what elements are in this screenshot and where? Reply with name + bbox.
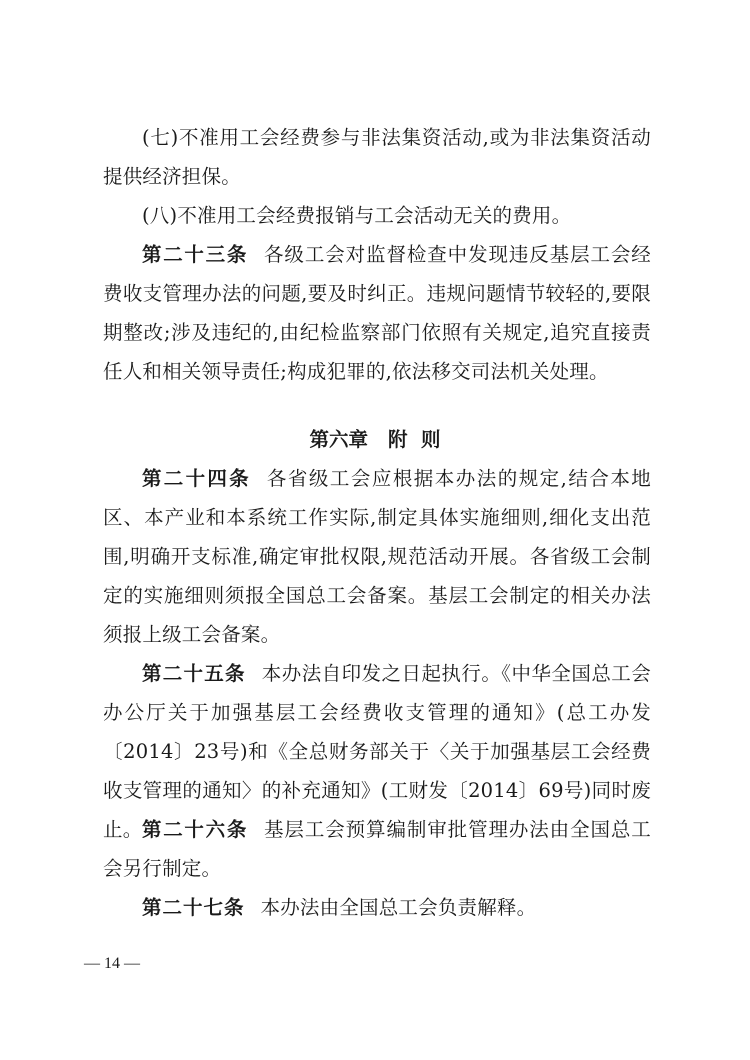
chapter-name: 附 则 bbox=[387, 428, 441, 451]
article-25-text: 本办法自印发之日起执行。《中华全国总工会办公厅关于加强基层工会经费收支管理的通知》(总工办发〔2014〕23号)和《全总财务部关于〈关于加强基层工会经费收支管理的通知〉的补充通知》(工财发〔2014〕69号)同时废止。 bbox=[103, 662, 651, 841]
article-23 bbox=[103, 235, 651, 391]
item-7-paragraph bbox=[103, 118, 651, 196]
article-27 bbox=[103, 888, 651, 927]
chapter-number: 第六章 bbox=[309, 428, 368, 451]
item-8-paragraph bbox=[103, 196, 651, 235]
item-8-text: (八)不准用工会经费报销与工会活动无关的费用。 bbox=[142, 204, 572, 227]
item-7-text: (七)不准用工会经费参与非法集资活动,或为非法集资活动提供经济担保。 bbox=[103, 126, 651, 188]
article-25-title: 第二十五条 bbox=[142, 662, 246, 685]
page-number: — 14 — bbox=[84, 955, 140, 972]
article-23-text: 各级工会对监督检查中发现违反基层工会经费收支管理办法的问题,要及时纠正。违规问题情节较轻的,要限期整改;涉及违纪的,由纪检监察部门依照有关规定,追究直接责任人和相关领导责任;构成犯罪的,依法移交司法机关处理。 bbox=[103, 243, 651, 383]
article-27-title: 第二十七条 bbox=[142, 896, 245, 919]
article-26-title: 第二十六条 bbox=[142, 818, 249, 841]
article-26-text: 基层工会预算编制审批管理办法由全国总工会另行制定。 bbox=[103, 818, 651, 880]
article-24 bbox=[103, 459, 651, 654]
article-24-title: 第二十四条 bbox=[142, 467, 251, 490]
article-26 bbox=[103, 810, 651, 888]
chapter-heading bbox=[0, 420, 750, 459]
article-24-text: 各省级工会应根据本办法的规定,结合本地区、本产业和本系统工作实际,制定具体实施细则,细化支出范围,明确开支标准,确定审批权限,规范活动开展。各省级工会制定的实施细则须报全国总工会备案。基层工会制定的相关办法须报上级工会备案。 bbox=[103, 467, 651, 646]
article-27-text: 本办法由全国总工会负责解释。 bbox=[260, 896, 537, 919]
article-23-title: 第二十三条 bbox=[142, 243, 249, 266]
